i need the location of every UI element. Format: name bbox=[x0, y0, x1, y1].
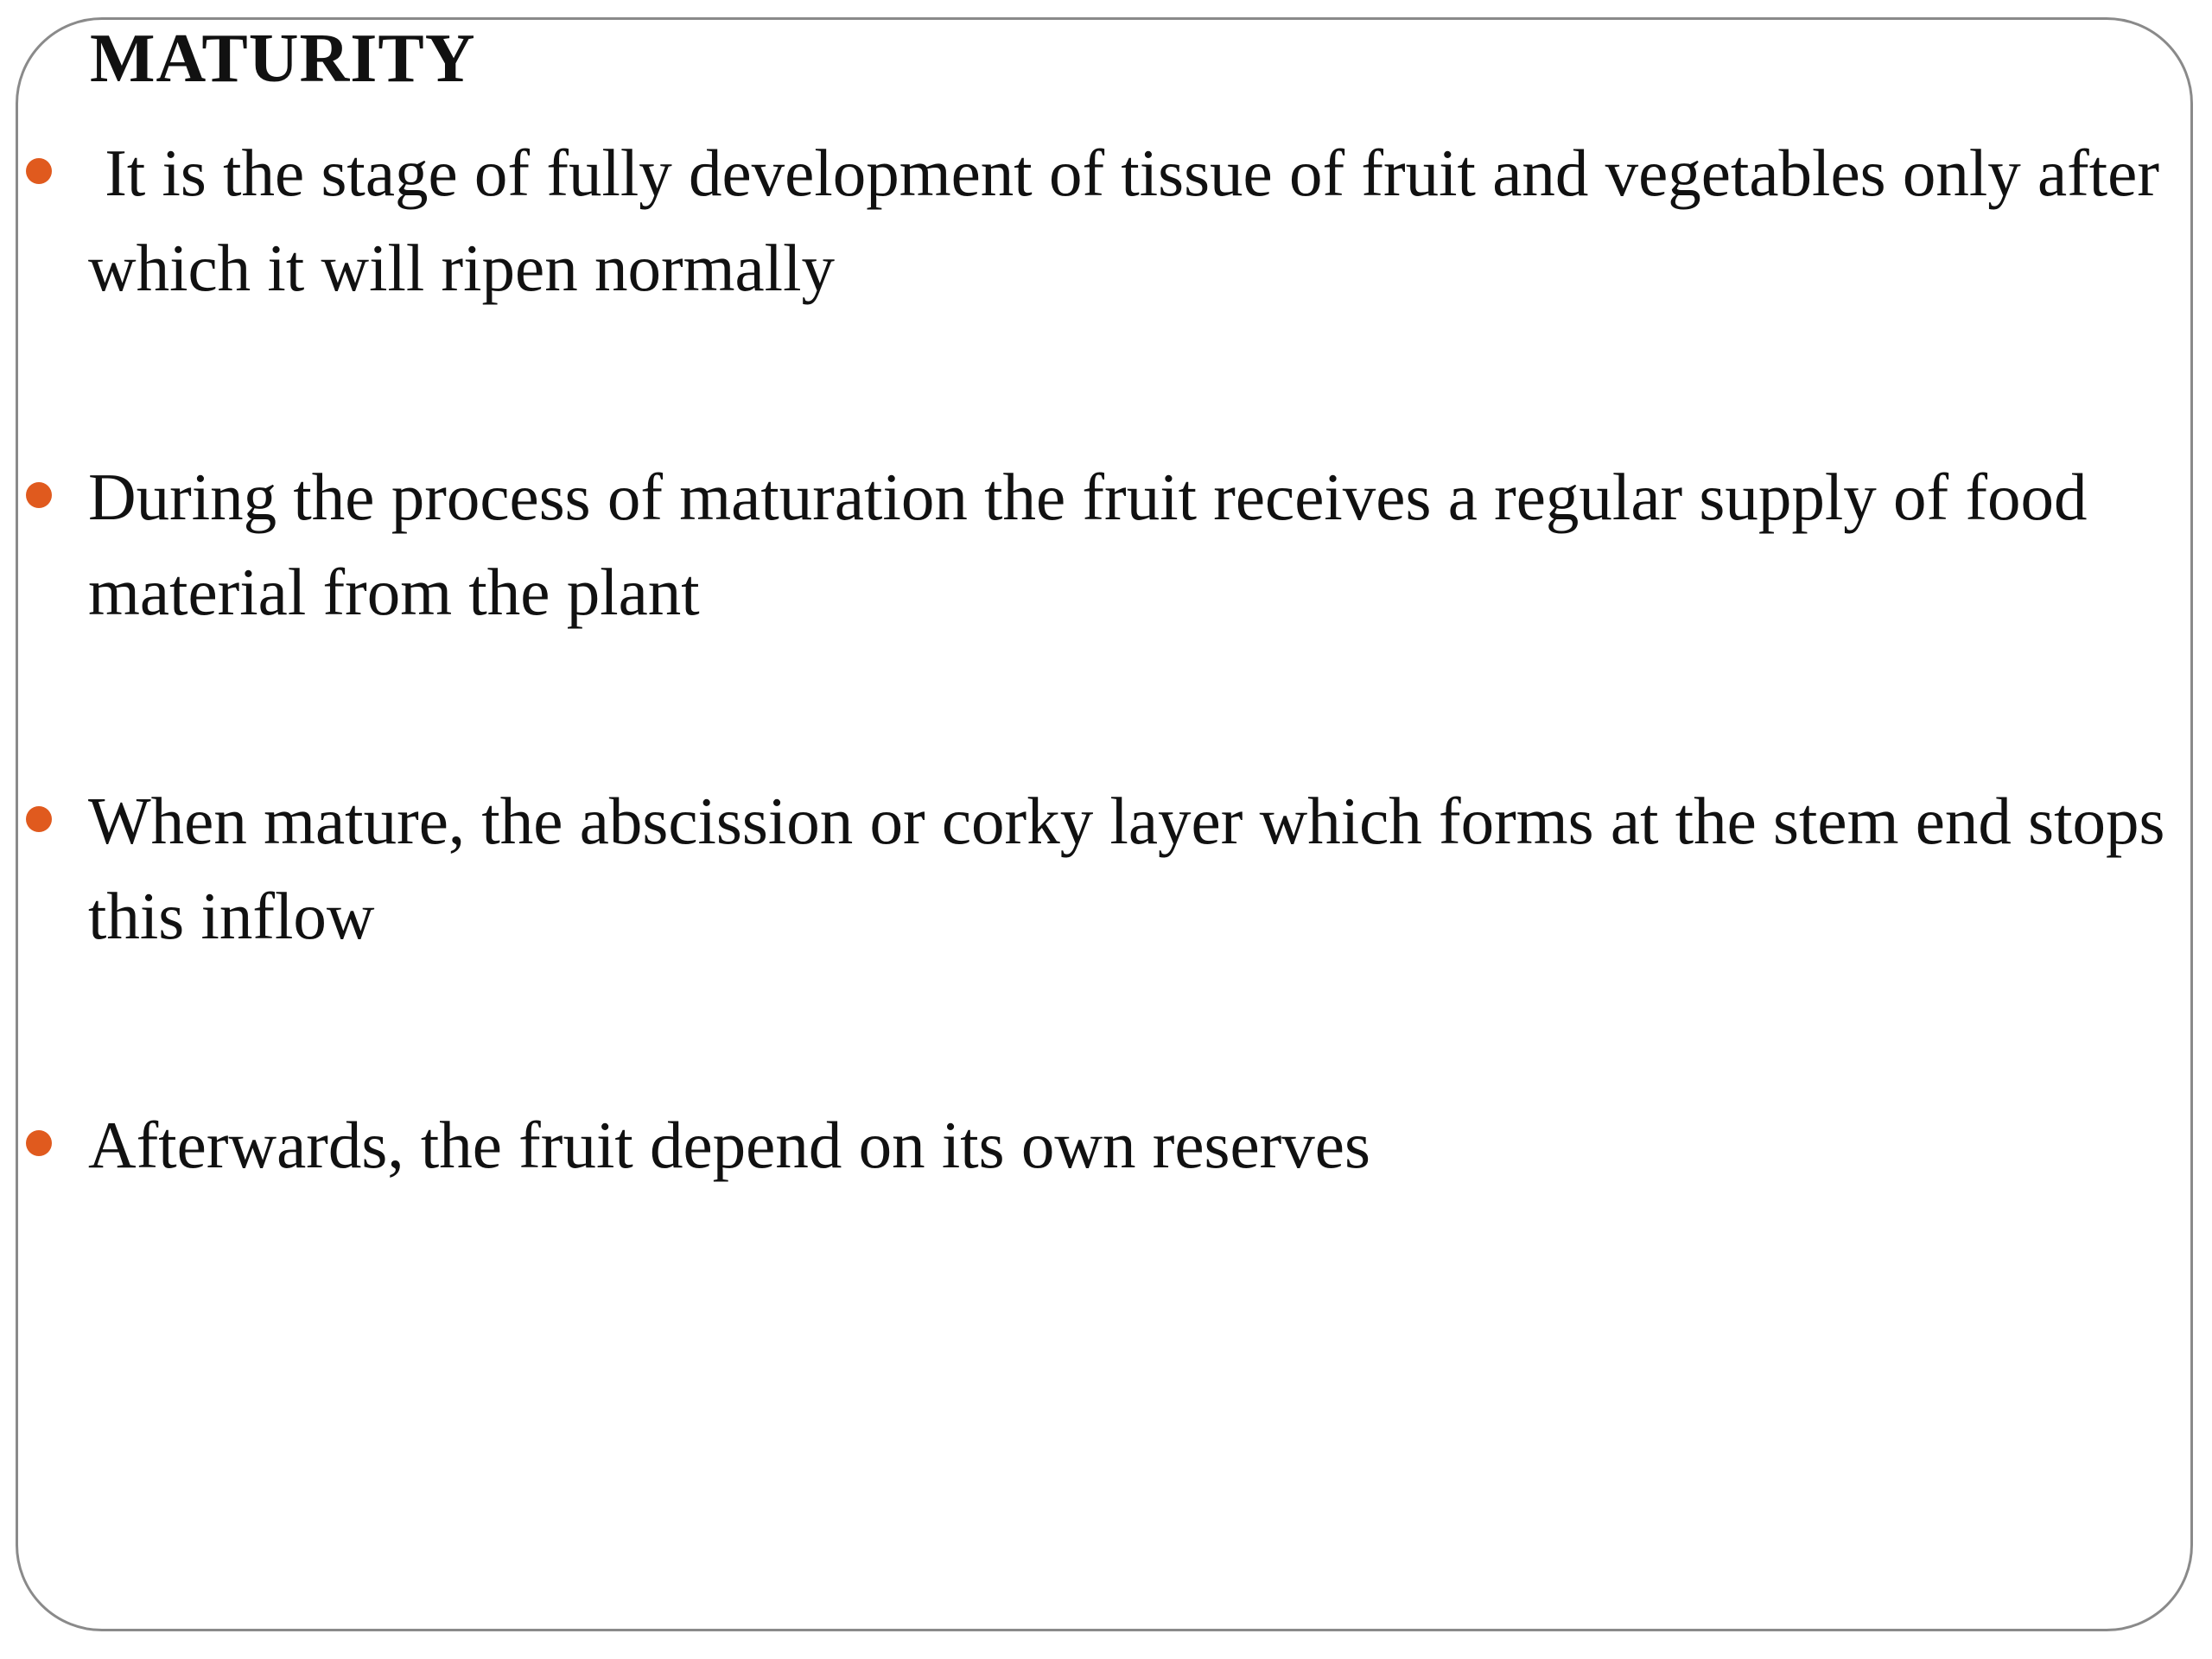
bullet-dot-icon bbox=[26, 1130, 52, 1156]
bullet-dot-icon bbox=[26, 158, 52, 184]
bullet-dot-icon bbox=[26, 806, 52, 832]
bullet-item bbox=[88, 449, 2179, 639]
bullet-text: It is the stage of fully development of tissue of fruit and vegetables only after which it will ripen normally bbox=[88, 136, 2177, 305]
bullet-item bbox=[88, 125, 2179, 315]
slide-title: MATURITY bbox=[90, 21, 476, 97]
bullet-text: When mature, the abscission or corky layer which forms at the stem end stops this inflow bbox=[88, 784, 2165, 953]
bullet-dot-icon bbox=[26, 482, 52, 508]
bullet-item bbox=[88, 773, 2179, 963]
bullet-text: During the process of maturation the fruit receives a regular supply of food material from the plant bbox=[88, 460, 2088, 629]
bullet-text: Afterwards, the fruit depend on its own reserves bbox=[88, 1108, 1370, 1182]
bullet-item bbox=[88, 1097, 2179, 1192]
